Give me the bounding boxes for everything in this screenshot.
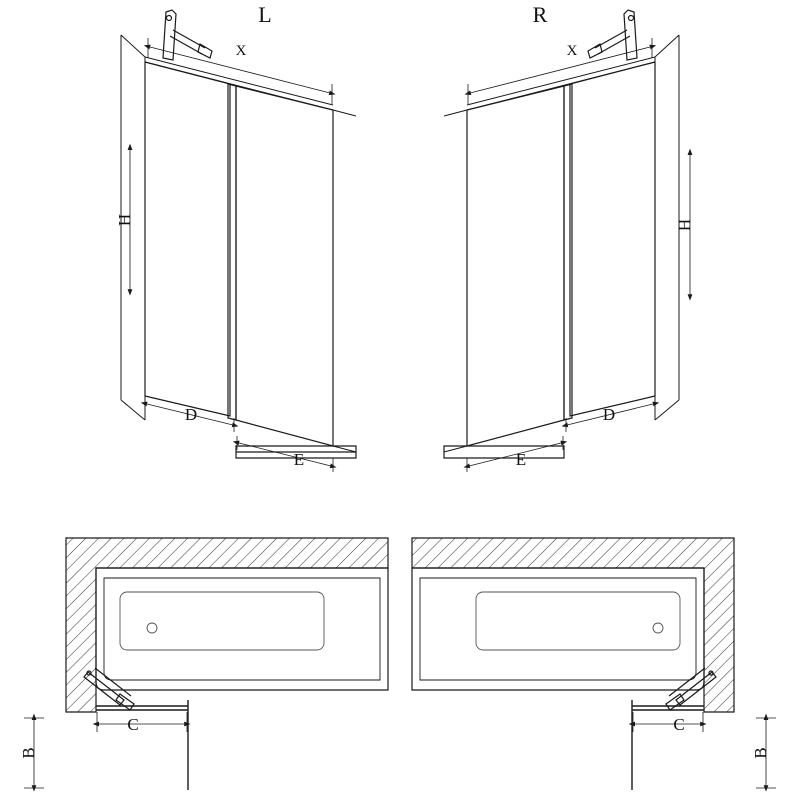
dimension-x-right	[468, 38, 652, 104]
version-label-left: L	[258, 2, 272, 27]
elevation-left-view	[115, 2, 356, 472]
label-c-right: C	[673, 715, 685, 734]
plan-left-view	[19, 538, 388, 790]
bathtub-basin-right	[476, 592, 680, 650]
label-x-left: X	[235, 43, 247, 59]
version-label-right: R	[532, 2, 548, 27]
top-rail-left	[145, 57, 333, 110]
label-h-left: H	[115, 213, 134, 227]
door-panel-left	[236, 86, 356, 458]
bathtub-basin-left	[120, 592, 324, 650]
dimension-e-left	[237, 436, 333, 472]
top-rail-right	[467, 57, 655, 110]
plan-right-view	[412, 538, 776, 790]
label-d-right: D	[602, 405, 616, 424]
door-sill-left	[333, 110, 356, 452]
wall-hatch-left	[66, 538, 388, 712]
label-b-left: B	[19, 747, 38, 759]
bathtub-outline-right	[412, 568, 704, 690]
label-b-right: B	[751, 747, 770, 759]
label-c-left: C	[127, 715, 139, 734]
glass-panel-plan-left	[96, 700, 188, 790]
door-sill-right	[444, 110, 467, 452]
fixed-panel-left	[145, 62, 236, 420]
label-e-right: E	[515, 450, 527, 469]
label-x-right: X	[566, 43, 578, 59]
bathtub-outline-left	[96, 568, 388, 690]
fixed-panel-right	[564, 62, 655, 420]
glass-panel-plan-right	[632, 700, 704, 790]
wall-hatch-right	[412, 538, 734, 712]
label-h-right: H	[675, 218, 694, 232]
wall-left	[121, 35, 145, 420]
label-e-left: E	[293, 450, 305, 469]
door-panel-right	[444, 86, 564, 458]
dimension-c-right	[633, 712, 703, 732]
elevation-right-view	[444, 2, 694, 472]
label-d-left: D	[184, 405, 198, 424]
dimension-c-left	[97, 712, 187, 732]
